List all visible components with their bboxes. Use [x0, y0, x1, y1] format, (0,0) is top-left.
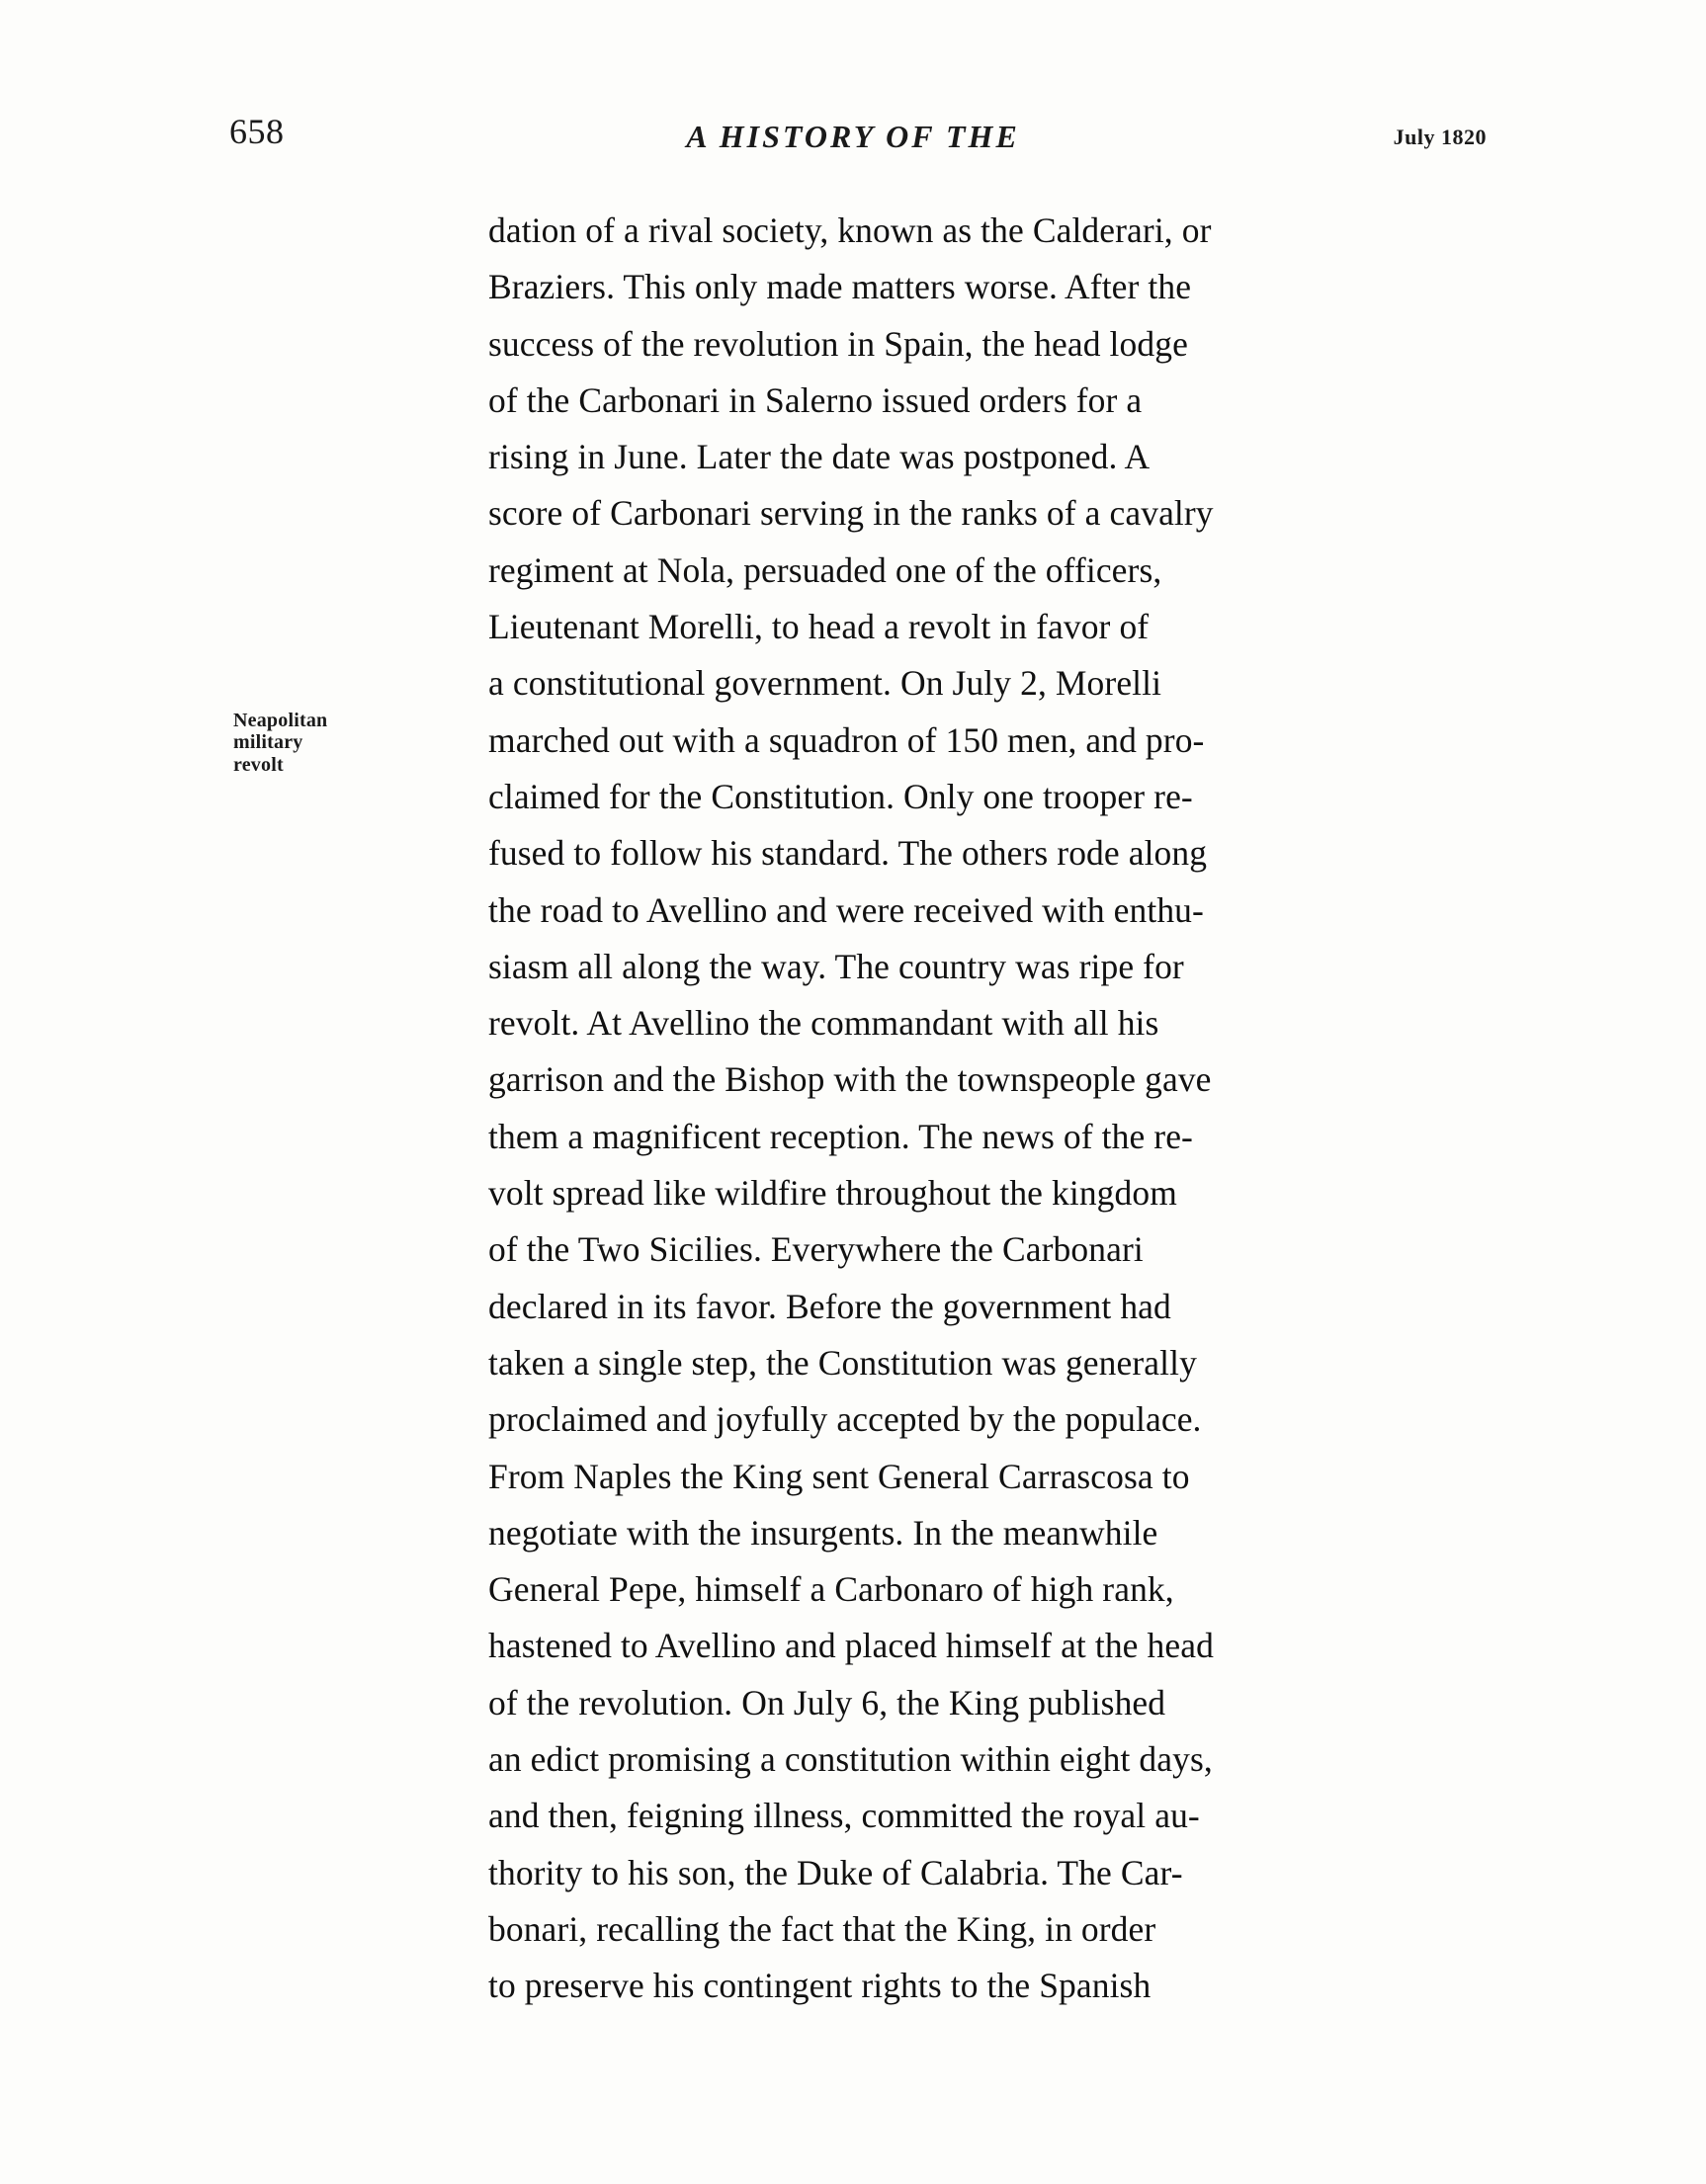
text-line	[488, 1109, 1494, 1165]
marginal-note	[233, 710, 391, 776]
marginal-note-line-1: Neapolitan	[233, 710, 328, 731]
text-line-content: thority to his son, the Duke of Calabria. The Car-	[488, 1852, 1183, 1892]
text-line	[488, 599, 1494, 655]
text-line-content: taken a single step, the Constitution was generally	[488, 1342, 1197, 1383]
page-number: 658	[229, 112, 285, 151]
text-line	[488, 1221, 1494, 1278]
text-line-content: Lieutenant Morelli, to head a revolt in favor of	[488, 607, 1150, 647]
text-line	[488, 713, 1494, 769]
text-line	[488, 1279, 1494, 1335]
text-line	[488, 1958, 1494, 2014]
marginal-note-line-3: revolt	[233, 753, 284, 776]
text-line-content: fused to follow his standard. The others rode along	[488, 833, 1208, 874]
text-line-content: marched out with a squadron of 150 men, and pro-	[488, 719, 1205, 760]
text-line	[488, 1165, 1494, 1221]
text-line-content: Braziers. This only made matters worse. After the	[488, 267, 1192, 307]
text-line	[488, 1731, 1494, 1788]
text-line-content: volt spread like wildfire throughout the kingdom	[488, 1173, 1177, 1214]
text-line-content: to preserve his contingent rights to the Spanish	[488, 1966, 1152, 2006]
running-head-title: A HISTORY OF THE	[686, 119, 1020, 154]
text-line-content: siasm all along the way. The country was ripe for	[488, 946, 1184, 986]
text-line	[488, 1845, 1494, 1901]
text-line-content: garrison and the Bishop with the townspeople gave	[488, 1059, 1212, 1100]
text-line	[488, 485, 1494, 542]
text-line-content: success of the revolution in Spain, the head lodge	[488, 323, 1188, 364]
text-line	[488, 1675, 1494, 1731]
text-line-content: a constitutional government. On July 2, Morelli	[488, 663, 1162, 704]
text-line	[488, 825, 1494, 882]
text-line	[488, 995, 1494, 1051]
text-line-content: of the Carbonari in Salerno issued orders for a	[488, 379, 1143, 420]
text-line	[488, 1561, 1494, 1618]
text-line-content: of the revolution. On July 6, the King published	[488, 1682, 1166, 1722]
text-line	[488, 939, 1494, 995]
text-line-content: rising in June. Later the date was postponed. A	[488, 437, 1151, 477]
body-text	[488, 203, 1494, 2015]
running-head-date: July 1820	[1393, 125, 1487, 149]
text-line	[488, 882, 1494, 939]
text-line	[488, 1051, 1494, 1108]
text-line	[488, 1618, 1494, 1674]
text-line-content: bonari, recalling the fact that the King, in order	[488, 1908, 1156, 1949]
text-line	[488, 1449, 1494, 1505]
text-line	[488, 1788, 1494, 1844]
marginal-note-line-2: military	[233, 731, 303, 754]
text-line	[488, 203, 1494, 259]
text-line-content: dation of a rival society, known as the Calderari, or	[488, 210, 1212, 250]
text-line-content: proclaimed and joyfully accepted by the populace.	[488, 1399, 1202, 1440]
text-line	[488, 373, 1494, 429]
text-line	[488, 316, 1494, 373]
text-line-content: them a magnificent reception. The news of the re-	[488, 1116, 1193, 1156]
text-line-content: an edict promising a constitution within eight days,	[488, 1739, 1213, 1780]
text-line-content: regiment at Nola, persuaded one of the officers,	[488, 549, 1162, 590]
text-line-content: General Pepe, himself a Carbonaro of high rank,	[488, 1569, 1174, 1610]
text-line	[488, 259, 1494, 315]
text-line-content: hastened to Avellino and placed himself at the head	[488, 1626, 1214, 1666]
text-line-content: claimed for the Constitution. Only one trooper re-	[488, 776, 1193, 816]
text-line	[488, 769, 1494, 825]
text-line	[488, 1391, 1494, 1448]
text-line	[488, 429, 1494, 485]
text-line-content: the road to Avellino and were received with enthu-	[488, 889, 1204, 930]
text-line-content: of the Two Sicilies. Everywhere the Carbonari	[488, 1229, 1144, 1270]
text-line	[488, 543, 1494, 599]
text-line-content: declared in its favor. Before the government had	[488, 1286, 1171, 1326]
text-line-content: and then, feigning illness, committed the royal au-	[488, 1796, 1200, 1836]
text-line-content: From Naples the King sent General Carrascosa to	[488, 1456, 1190, 1496]
text-line	[488, 1505, 1494, 1561]
text-line	[488, 655, 1494, 712]
text-line-content: negotiate with the insurgents. In the meanwhile	[488, 1512, 1158, 1553]
text-line-content: revolt. At Avellino the commandant with all his	[488, 1003, 1159, 1044]
text-line	[488, 1335, 1494, 1391]
text-line	[488, 1901, 1494, 1958]
text-line-content: score of Carbonari serving in the ranks of a cavalry	[488, 493, 1214, 534]
